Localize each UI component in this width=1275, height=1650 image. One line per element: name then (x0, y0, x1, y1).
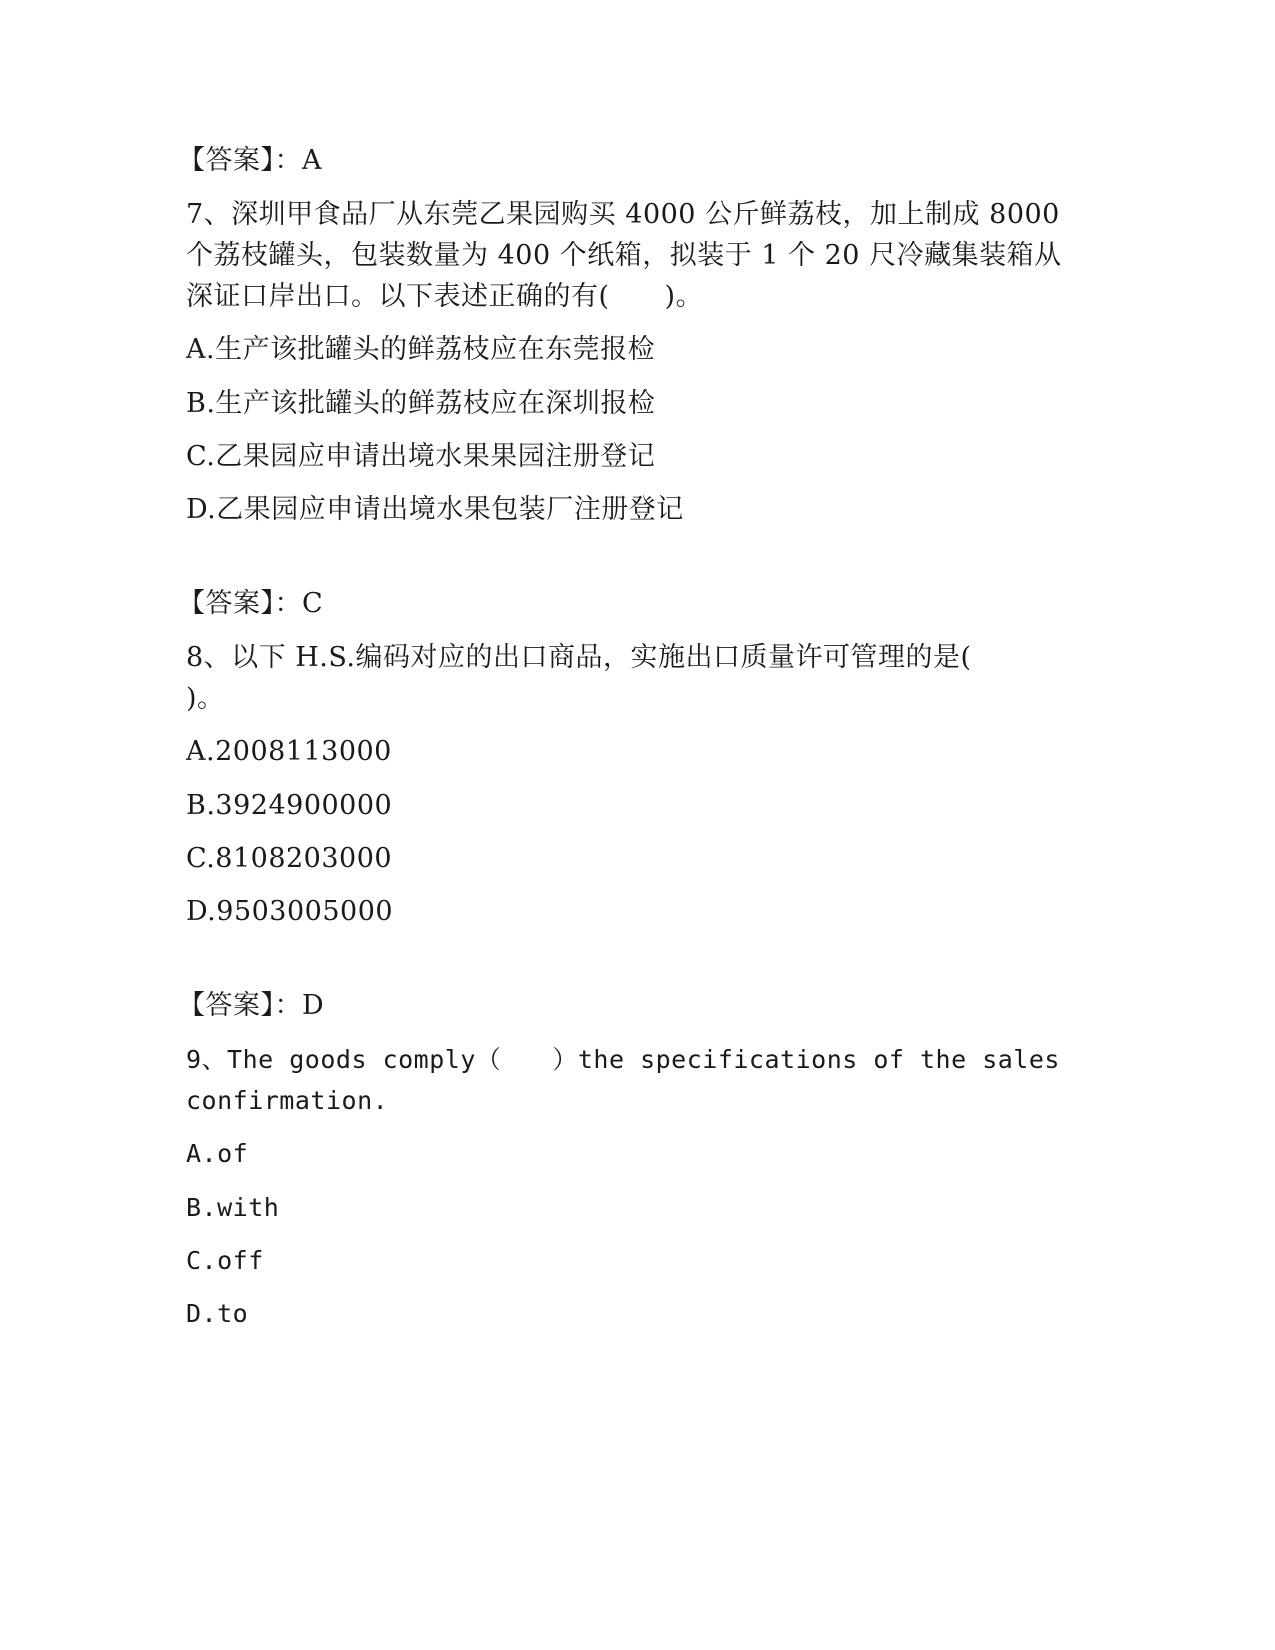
question-7-option-c: C.乙果园应申请出境水果果园注册登记 (186, 441, 656, 472)
answer-line-8 (178, 989, 324, 1023)
question-8-option-d: D.9503005000 (186, 896, 394, 927)
answer-line-6 (178, 144, 322, 178)
question-8-line-2: )。 (186, 683, 225, 714)
question-8-option-a: A.2008113000 (186, 736, 392, 767)
answer-value: A (302, 145, 322, 176)
question-7-option-d: D.乙果园应申请出境水果包装厂注册登记 (186, 494, 684, 525)
question-8-option-b: B.3924900000 (186, 790, 393, 821)
question-8-option-c: C.8108203000 (186, 843, 393, 874)
question-7-option-b: B.生产该批罐头的鲜荔枝应在深圳报检 (186, 388, 656, 419)
question-9-option-c: C.off (186, 1246, 264, 1275)
question-7-line-3: 深证口岸出口。以下表述正确的有( )。 (186, 281, 704, 312)
question-9-option-b: B.with (186, 1193, 280, 1222)
question-7-option-a: A.生产该批罐头的鲜荔枝应在东莞报检 (186, 334, 656, 365)
question-8-line-1: 8、以下 H.S.编码对应的出口商品，实施出口质量许可管理的是( (186, 642, 972, 673)
answer-value: D (302, 990, 325, 1021)
question-7-line-2: 个荔枝罐头，包装数量为 400 个纸箱，拟装于 1 个 20 尺冷藏集装箱从 (186, 240, 1062, 271)
answer-line-7 (178, 587, 323, 621)
question-9-option-d: D.to (186, 1299, 249, 1328)
answer-label: 【答案】： (178, 588, 302, 619)
question-9-line-2: confirmation. (186, 1086, 389, 1115)
answer-label: 【答案】： (178, 145, 302, 176)
answer-value: C (302, 588, 324, 619)
question-7-line-1: 7、深圳甲食品厂从东莞乙果园购买 4000 公斤鲜荔枝，加上制成 8000 (186, 199, 1060, 230)
question-9-line-1: 9、The goods comply（ ）the specifications of the sales (186, 1045, 1060, 1074)
question-9-option-a: A.of (186, 1139, 249, 1168)
answer-label: 【答案】： (178, 990, 302, 1021)
